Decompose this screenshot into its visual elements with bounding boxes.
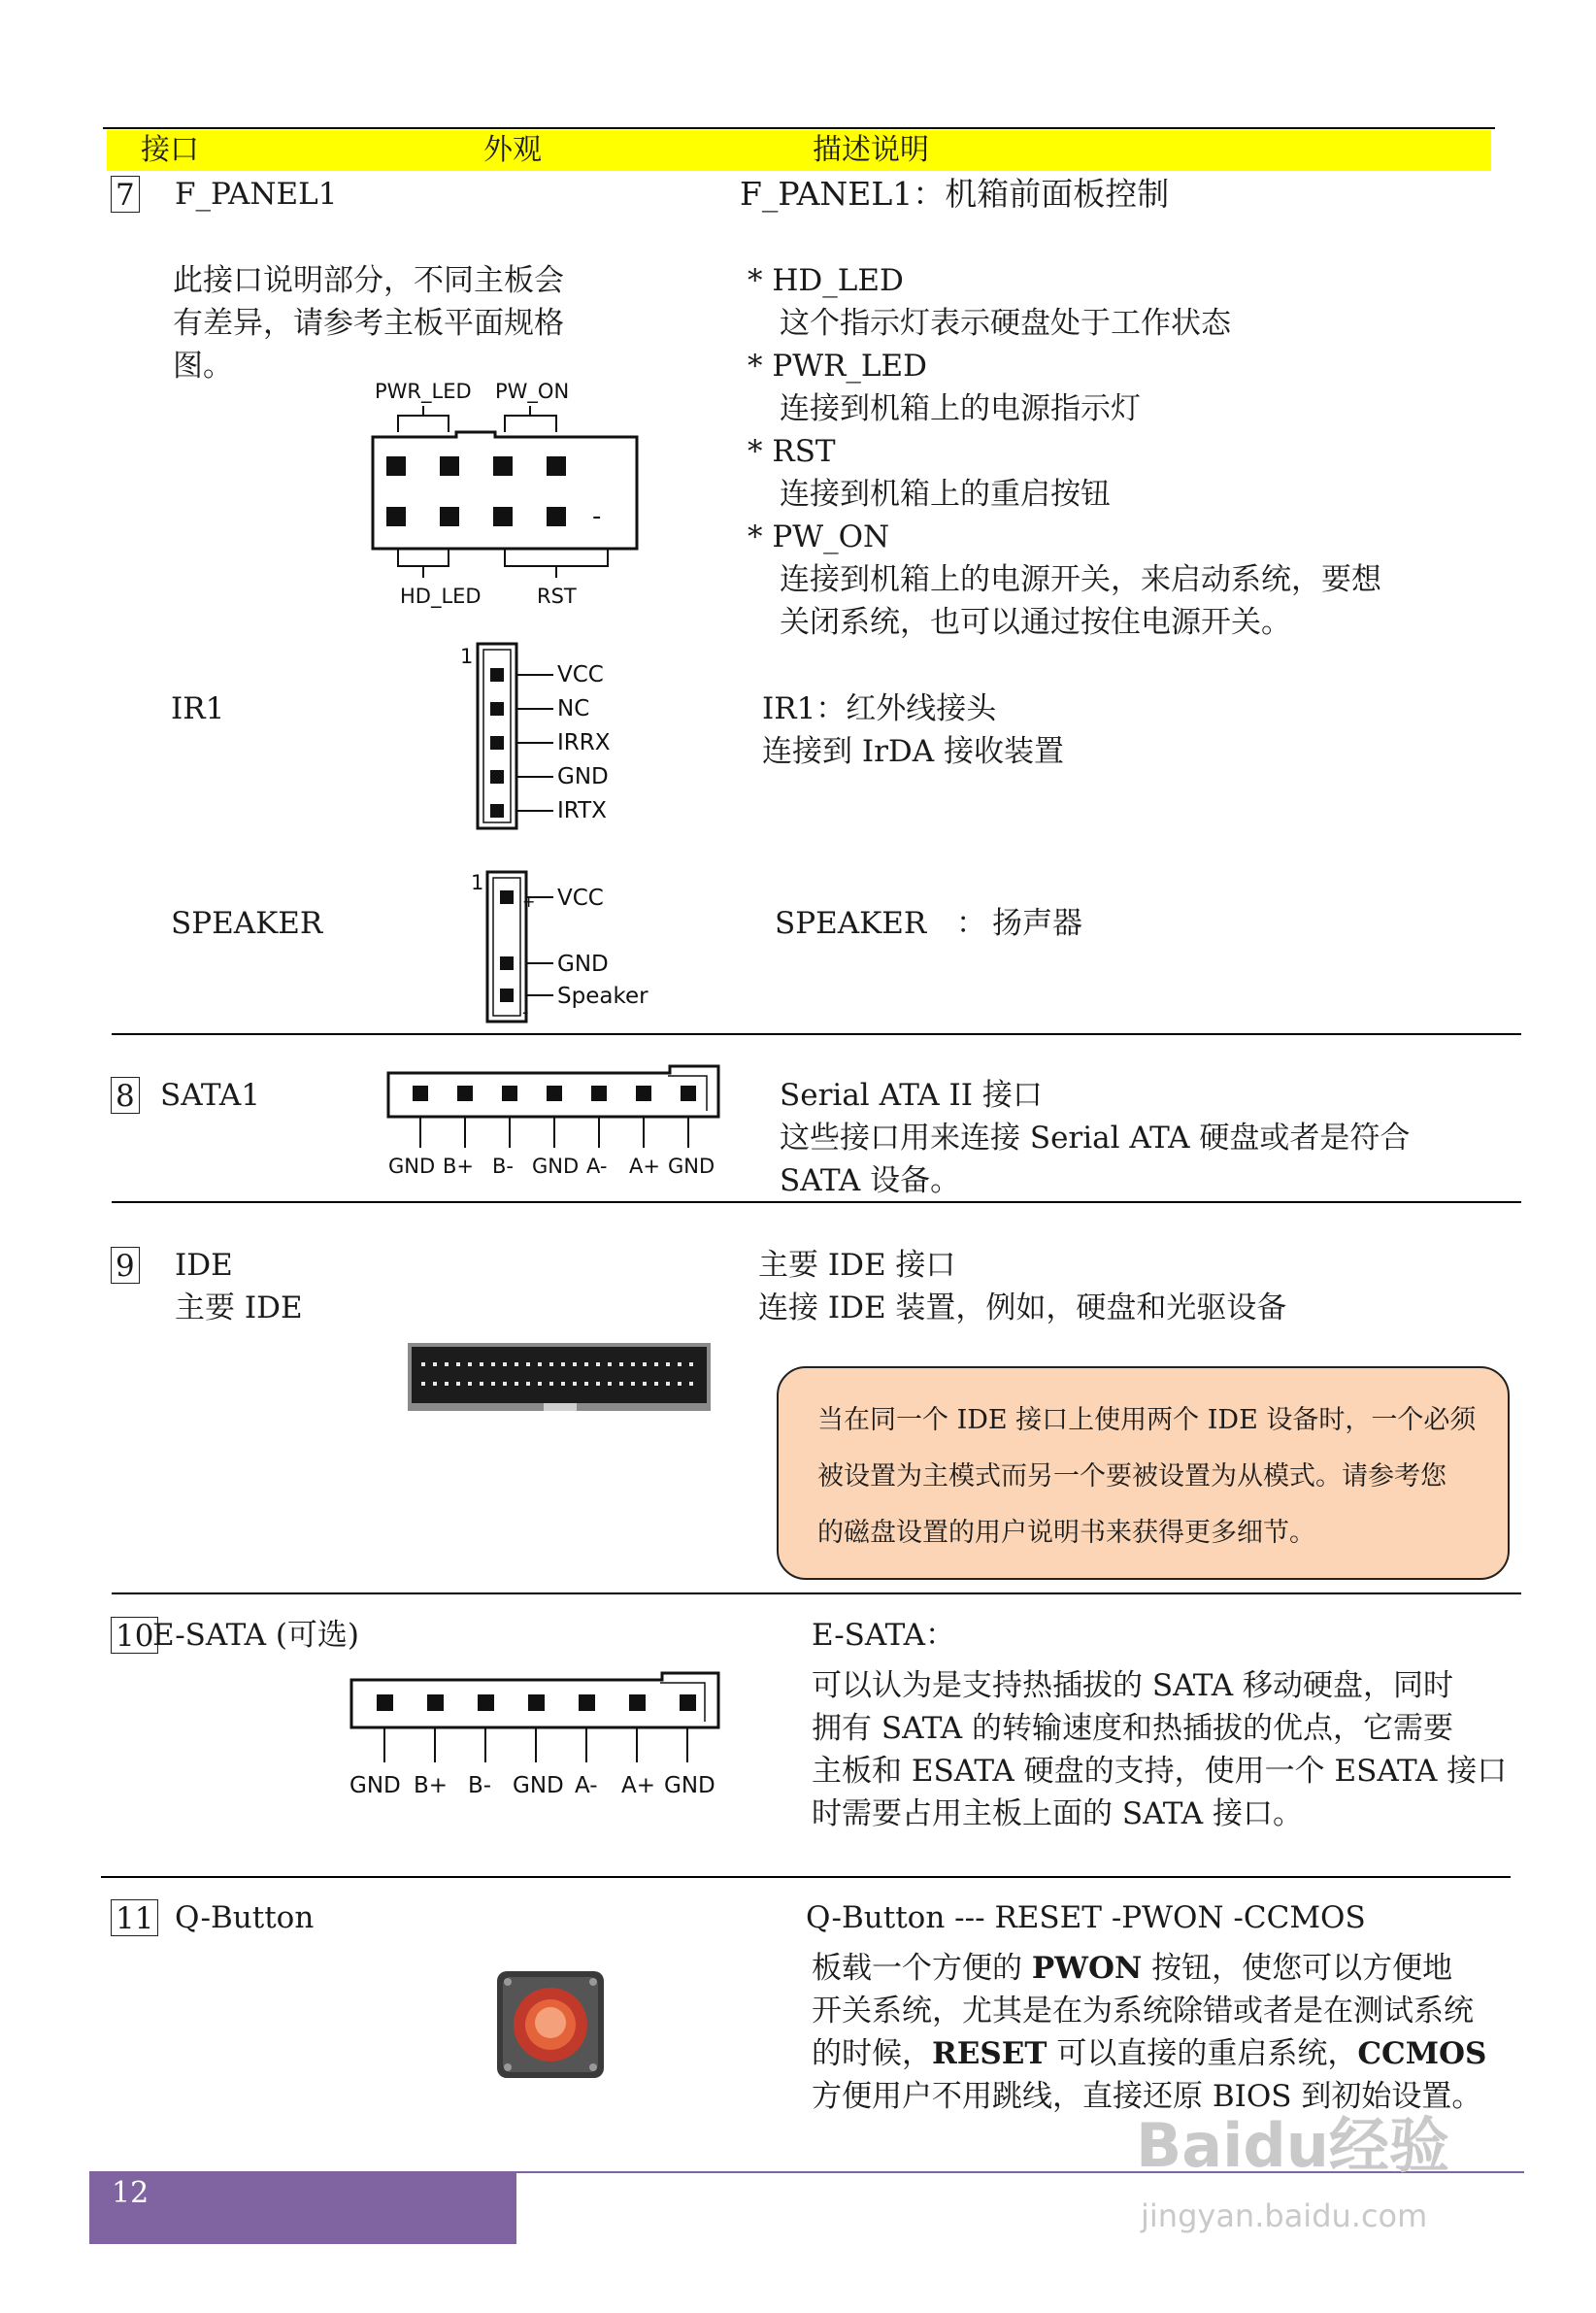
sata-pin-label: A+ — [629, 1155, 660, 1178]
ir-desc-title: IR1：红外线接头 — [762, 691, 997, 726]
speaker-pin-label: VCC — [557, 886, 604, 911]
pin1-label: 1 — [460, 645, 474, 668]
rst-label: RST — [537, 585, 577, 608]
speaker-desc-sep: ： — [956, 906, 986, 941]
sata-pin-label: B+ — [443, 1155, 475, 1178]
speaker-desc-name: SPEAKER — [775, 906, 927, 941]
ir-desc: 连接到 IrDA 接收装置 — [762, 734, 1065, 769]
fpanel-item-name: * HD_LED — [748, 263, 904, 298]
esata-pin-label: A+ — [621, 1773, 656, 1798]
sata-pin-label: GND — [388, 1155, 436, 1178]
ir-pin-label: IRTX — [557, 798, 607, 823]
section-name: Q-Button — [175, 1900, 315, 1935]
watermark-logo: Baidu经验 — [1136, 2110, 1449, 2181]
esata-desc: 可以认为是支持热插拔的 SATA 移动硬盘，同时 — [812, 1668, 1454, 1703]
esata-pin-label: A- — [575, 1773, 598, 1798]
sata-desc-title: Serial ATA II 接口 — [780, 1078, 1043, 1113]
esata-pin-label: GND — [349, 1773, 401, 1798]
section-title: F_PANEL1：机箱前面板控制 — [740, 175, 1170, 213]
pwr-led-label: PWR_LED — [375, 380, 472, 403]
esata-desc: 时需要占用主板上面的 SATA 接口。 — [812, 1796, 1304, 1831]
fpanel-item-name: * PW_ON — [748, 520, 890, 554]
ide-desc: 连接 IDE 装置，例如，硬盘和光驱设备 — [758, 1291, 1287, 1325]
ir-pin-label: IRRX — [557, 730, 611, 755]
page-number: 12 — [112, 2176, 150, 2210]
esata-desc: 主板和 ESATA 硬盘的支持，使用一个 ESATA 接口 — [812, 1754, 1508, 1789]
section-divider — [112, 1033, 1521, 1035]
footer-band — [89, 2171, 516, 2244]
speaker-connector-diagram — [466, 864, 660, 1029]
ide-note-box — [777, 1366, 1510, 1580]
qbutton-desc-line: 开关系统，尤其是在为系统除错或者是在测试系统 — [812, 1994, 1474, 2028]
esata-connector-diagram — [342, 1665, 730, 1801]
ir-connector-diagram — [456, 636, 650, 840]
section-number: 11 — [111, 1899, 158, 1936]
speaker-pin-label: GND — [557, 952, 609, 977]
section-name: E-SATA (可选) — [152, 1618, 360, 1653]
fpanel-item-desc: 连接到机箱上的电源指示灯 — [780, 391, 1141, 426]
fpanel-item-desc: 连接到机箱上的重启按钮 — [780, 477, 1111, 512]
fpanel-note-line: 此接口说明部分，不同主板会 — [173, 263, 564, 298]
ide-connector-image — [408, 1343, 711, 1411]
fpanel-note-line: 有差异，请参考主板平面规格 — [173, 306, 564, 341]
section-divider — [101, 1876, 1511, 1878]
minus-label: - — [592, 502, 602, 531]
header-col-appearance: 外观 — [483, 133, 542, 167]
qbutton-desc-line: 的时候，RESET 可以直接的重启系统，CCMOS — [812, 2036, 1487, 2071]
pw-on-label: PW_ON — [495, 380, 570, 403]
ir-pin-label: VCC — [557, 662, 604, 687]
sata-desc: SATA 设备。 — [780, 1163, 961, 1198]
ir-pin-label: NC — [557, 696, 590, 721]
esata-desc-title: E-SATA： — [812, 1618, 955, 1653]
header-rule — [103, 127, 1495, 129]
sata-pin-label: GND — [668, 1155, 715, 1178]
sata-pin-label: GND — [532, 1155, 580, 1178]
sata-pin-label: B- — [492, 1155, 514, 1178]
ide-note-line: 当在同一个 IDE 接口上使用两个 IDE 设备时，一个必须 — [817, 1405, 1477, 1435]
esata-desc: 拥有 SATA 的转输速度和热插拔的优点，它需要 — [812, 1711, 1454, 1746]
sata-connector-diagram — [379, 1058, 728, 1185]
section-number: 8 — [111, 1077, 140, 1114]
fpanel-item-desc: 连接到机箱上的电源开关，来启动系统，要想 — [780, 562, 1381, 597]
section-name: SATA1 — [160, 1078, 261, 1113]
pin1-label: 1 — [471, 871, 484, 894]
fpanel-item-name: * PWR_LED — [748, 349, 927, 384]
fpanel-header-diagram — [359, 374, 650, 612]
section-number: 7 — [111, 176, 140, 213]
section-divider — [112, 1592, 1521, 1594]
section-divider — [112, 1201, 1521, 1203]
speaker-desc-value: 扬声器 — [992, 906, 1082, 941]
minus-label: - — [522, 1002, 529, 1022]
fpanel-item-desc: 这个指示灯表示硬盘处于工作状态 — [780, 306, 1231, 341]
ide-desc-title: 主要 IDE 接口 — [758, 1248, 956, 1283]
fpanel-item-name: * RST — [748, 434, 836, 469]
section-number: 10 — [111, 1617, 158, 1654]
speaker-pin-label: Speaker — [557, 984, 648, 1009]
header-col-description: 描述说明 — [813, 133, 929, 167]
speaker-name: SPEAKER — [171, 906, 323, 941]
qbutton-desc-line: 板载一个方便的 PWON 按钮，使您可以方便地 — [812, 1951, 1453, 1986]
ir-name: IR1 — [171, 691, 225, 726]
fpanel-item-desc: 关闭系统，也可以通过按住电源开关。 — [780, 605, 1291, 640]
ide-note-line: 被设置为主模式而另一个要被设置为从模式。请参考您 — [817, 1461, 1446, 1492]
header-bar — [107, 130, 1491, 171]
fpanel-note-line: 图。 — [173, 349, 233, 384]
esata-pin-label: GND — [513, 1773, 564, 1798]
hd-led-label: HD_LED — [400, 585, 482, 608]
section-name: IDE — [175, 1248, 233, 1283]
watermark-url: jingyan.baidu.com — [1141, 2197, 1428, 2234]
ir-pin-label: GND — [557, 764, 609, 789]
section-subname: 主要 IDE — [175, 1291, 303, 1325]
sata-desc: 这些接口用来连接 Serial ATA 硬盘或者是符合 — [780, 1121, 1411, 1156]
section-number: 9 — [111, 1247, 140, 1284]
qbutton-desc-line: 方便用户不用跳线，直接还原 BIOS 到初始设置。 — [812, 2079, 1482, 2114]
esata-pin-label: GND — [664, 1773, 715, 1798]
sata-pin-label: A- — [586, 1155, 608, 1178]
esata-pin-label: B- — [468, 1773, 492, 1798]
section-name: F_PANEL1 — [175, 177, 338, 212]
plus-label: + — [522, 892, 536, 911]
ide-note-line: 的磁盘设置的用户说明书来获得更多细节。 — [817, 1518, 1315, 1548]
header-col-interface: 接口 — [141, 133, 199, 167]
qbutton-title: Q-Button --- RESET -PWON -CCMOS — [806, 1900, 1366, 1935]
esata-pin-label: B+ — [414, 1773, 449, 1798]
q-button-image — [495, 1969, 606, 2080]
